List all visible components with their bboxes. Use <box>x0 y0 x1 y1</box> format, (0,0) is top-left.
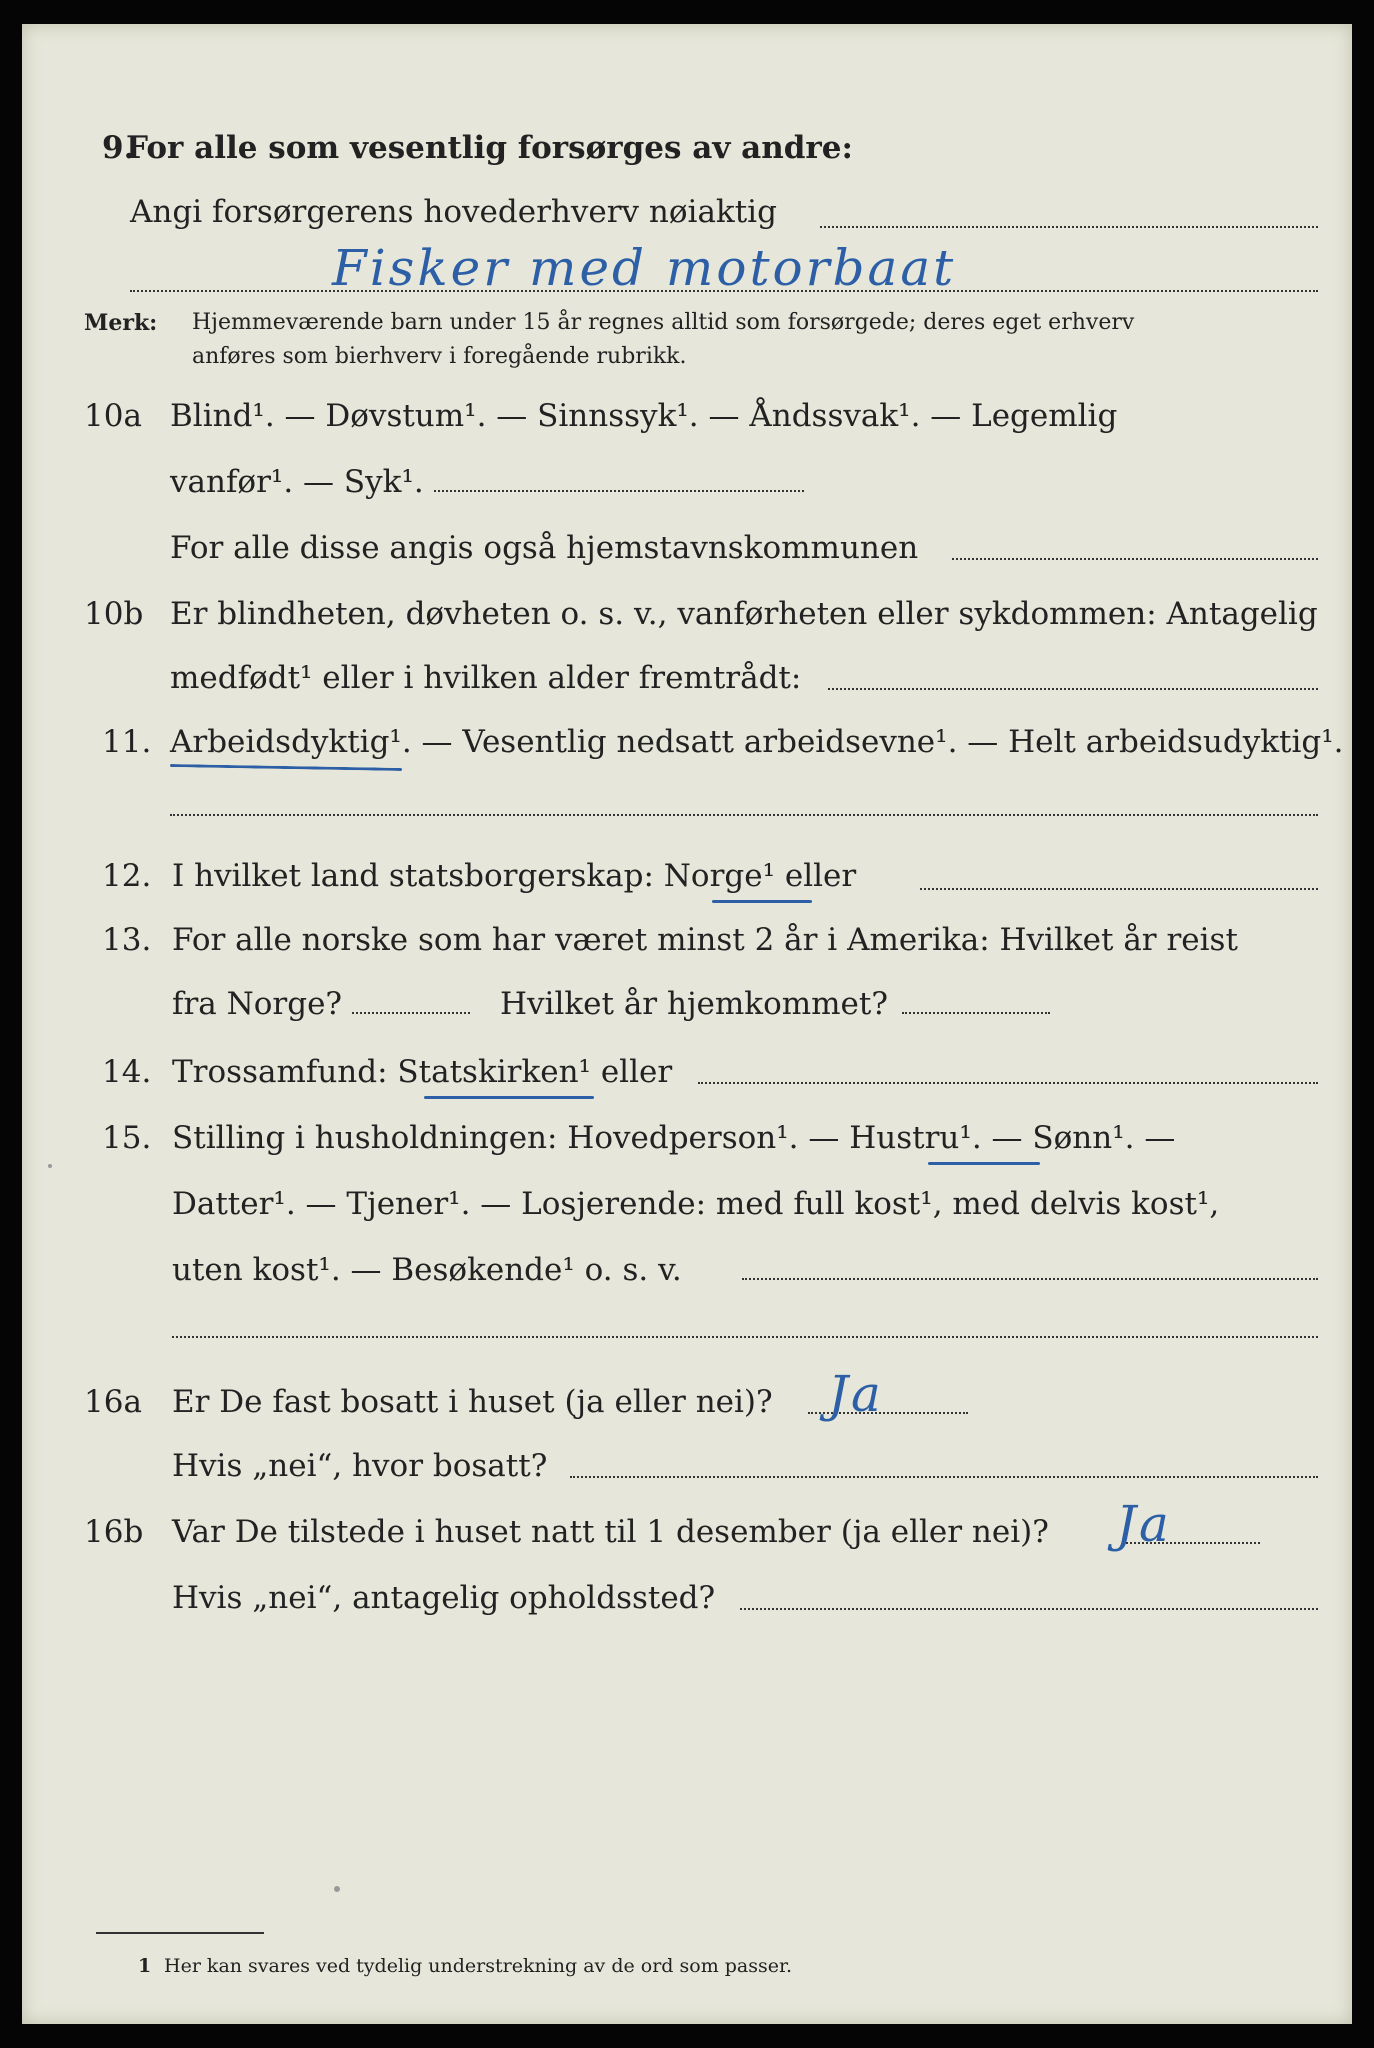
footnote-text: Her kan svares ved tydelig understrekning av de ord som passer. <box>164 1955 793 1977</box>
paper-speck <box>48 1164 52 1168</box>
q13-line2a: fra Norge? <box>172 986 343 1022</box>
footnote-rule <box>96 1932 264 1934</box>
q10a-line2: vanfør¹. — Syk¹. <box>170 464 424 500</box>
q10a-number: 10a <box>84 398 142 434</box>
q11-number: 11. <box>102 724 152 760</box>
q15-line2: Datter¹. — Tjener¹. — Losjerende: med full kost¹, med delvis kost¹, <box>172 1186 1220 1222</box>
q15-line1: Stilling i husholdningen: Hovedperson¹. — Hustru¹. — Sønn¹. — <box>172 1120 1176 1156</box>
q16b-line1: Var De tilstede i huset natt til 1 desember (ja eller nei)? <box>172 1514 1049 1550</box>
q9-title: For alle som vesentlig forsørges av andre: <box>126 130 853 166</box>
q10a-fill-line-1 <box>434 490 804 492</box>
q16b-number: 16b <box>84 1514 144 1550</box>
q9-number: 9. <box>102 130 135 166</box>
q13-fill-line-2 <box>902 1012 1050 1014</box>
q15-line3: uten kost¹. — Besøkende¹ o. s. v. <box>172 1252 682 1288</box>
norge-underline <box>712 900 812 903</box>
q10b-line1: Er blindheten, døvheten o. s. v., vanførheten eller sykdommen: Antagelig <box>170 596 1318 632</box>
q14-number: 14. <box>102 1054 152 1090</box>
q13-number: 13. <box>102 922 152 958</box>
q9-line2: Angi forsørgerens hovederhverv nøiaktig <box>130 194 777 230</box>
q10a-line3: For alle disse angis også hjemstavnskommunen <box>170 530 919 566</box>
q11-fill-line <box>170 814 1318 816</box>
q16a-line1: Er De fast bosatt i huset (ja eller nei)? <box>172 1384 773 1420</box>
q15-fill-line-2 <box>172 1336 1318 1338</box>
q15-fill-line-1 <box>742 1278 1318 1280</box>
hustru-underline <box>928 1162 1040 1165</box>
footnote-mark: 1 <box>138 1955 152 1977</box>
arbeidsdyktig-underline <box>170 764 402 771</box>
q9-handwritten-answer: Fisker med motorbaat <box>332 239 957 297</box>
q16a-number: 16a <box>84 1384 142 1420</box>
merk-label: Merk: <box>84 310 158 336</box>
q16b-fill-line-1 <box>1126 1542 1260 1544</box>
q12-number: 12. <box>102 858 152 894</box>
q16b-line2: Hvis „nei“, antagelig opholdssted? <box>172 1580 716 1616</box>
q13-line1: For alle norske som har været minst 2 år i Amerika: Hvilket år reist <box>172 922 1238 958</box>
q12-fill-line <box>920 888 1318 890</box>
merk-line2: anføres som bierhverv i foregående rubrikk. <box>192 344 687 369</box>
q10b-line2: medfødt¹ eller i hvilken alder fremtrådt: <box>170 660 802 696</box>
q9-fill-line-1 <box>820 226 1318 228</box>
q16a-line2: Hvis „nei“, hvor bosatt? <box>172 1448 548 1484</box>
q12-line1: I hvilket land statsborgerskap: Norge¹ eller <box>172 858 857 894</box>
q11-line1: Arbeidsdyktig¹. — Vesentlig nedsatt arbeidsevne¹. — Helt arbeidsudyktig¹. <box>170 724 1344 760</box>
merk-line1: Hjemmeværende barn under 15 år regnes alltid som forsørgede; deres eget erhverv <box>192 310 1135 335</box>
paper-speck <box>334 1886 340 1892</box>
q10b-number: 10b <box>84 596 144 632</box>
q13-line2b: Hvilket år hjemkommet? <box>500 986 888 1022</box>
q10b-fill-line <box>828 688 1318 690</box>
q10a-fill-line-2 <box>952 558 1318 560</box>
q16a-handwritten-answer: Ja <box>828 1365 884 1423</box>
q14-line1: Trossamfund: Statskirken¹ eller <box>172 1054 673 1090</box>
q15-number: 15. <box>102 1120 152 1156</box>
statskirken-underline <box>424 1096 594 1099</box>
q16b-handwritten-answer: Ja <box>1116 1495 1172 1553</box>
q14-fill-line <box>698 1082 1318 1084</box>
q16a-fill-line-2 <box>570 1476 1318 1478</box>
q16b-fill-line-2 <box>740 1608 1318 1610</box>
census-form-page <box>22 24 1352 2024</box>
q10a-line1: Blind¹. — Døvstum¹. — Sinnssyk¹. — Åndssvak¹. — Legemlig <box>170 398 1118 434</box>
q9-fill-line-2 <box>130 290 1318 292</box>
q13-fill-line-1 <box>352 1012 470 1014</box>
